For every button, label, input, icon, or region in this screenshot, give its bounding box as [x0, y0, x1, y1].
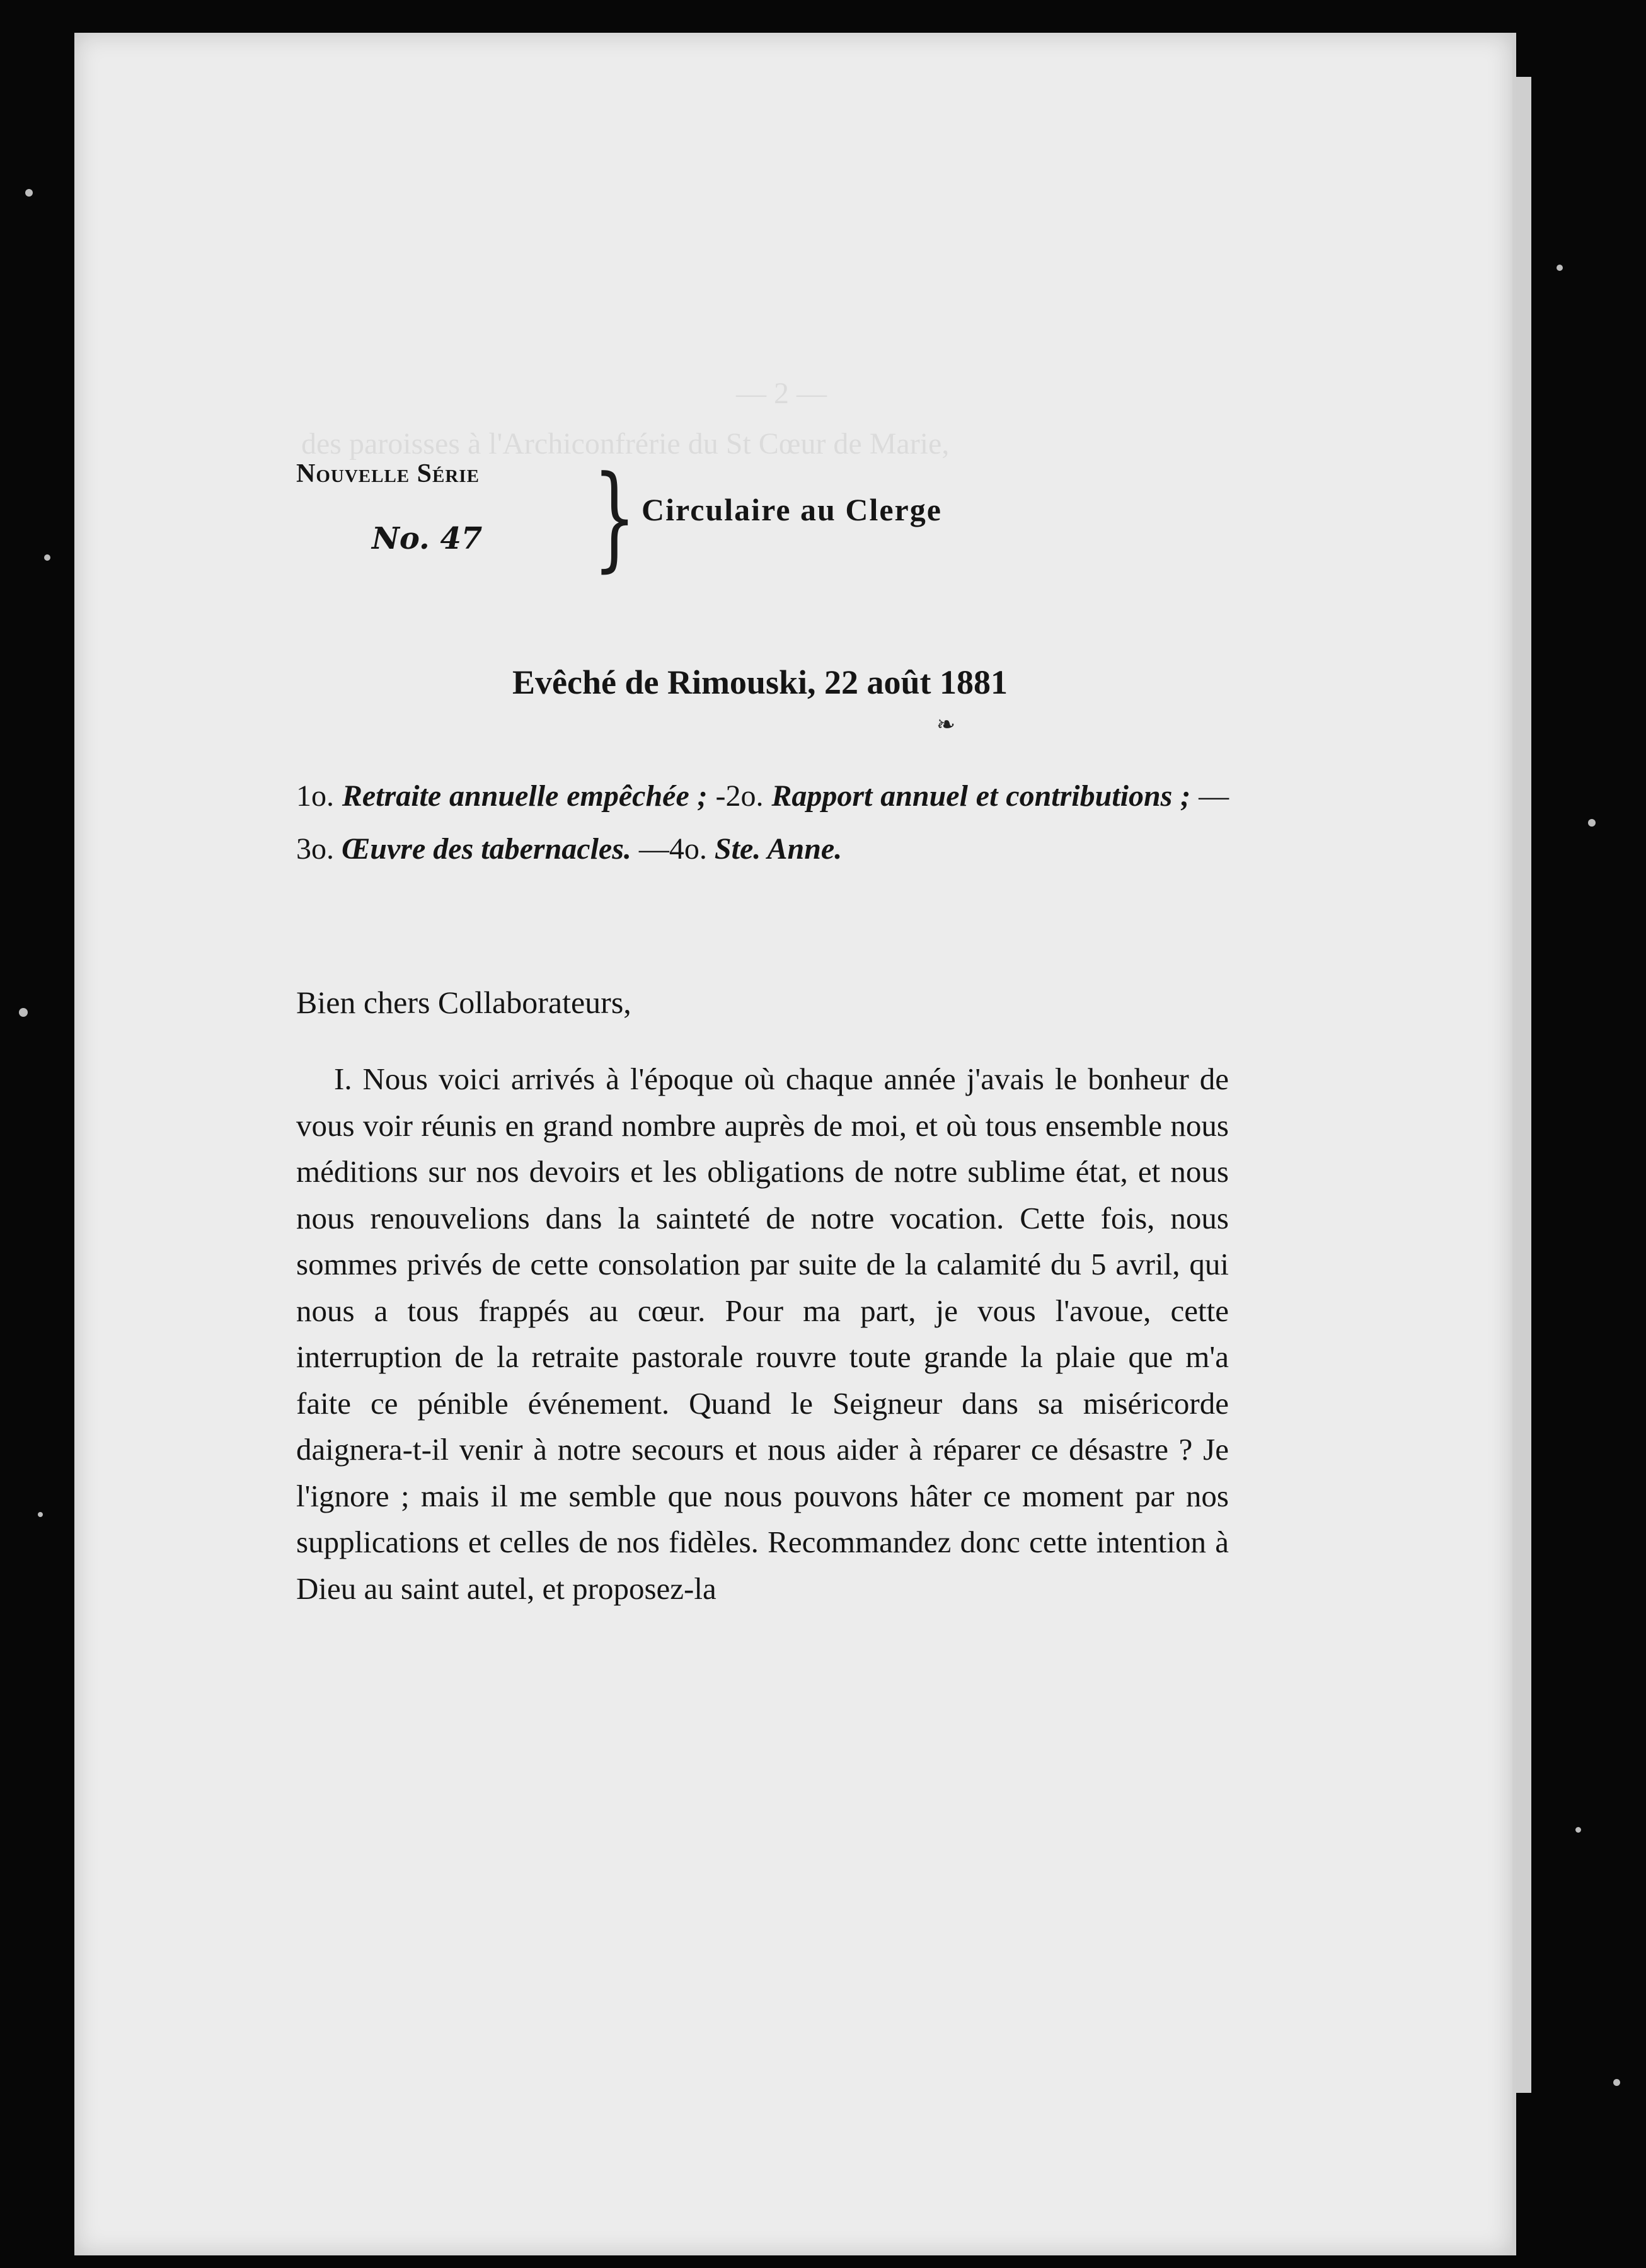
summary-list — [296, 770, 1229, 876]
summary-item-text: Rapport annuel et contributions ; — [771, 779, 1191, 813]
summary-item-number: 1o. — [296, 779, 334, 813]
page-content — [74, 33, 1512, 2255]
summary-item-number: —4o. — [638, 832, 707, 866]
summary-item-number: -2o. — [715, 779, 764, 813]
dateline: Evêché de Rimouski, 22 août 1881 — [512, 663, 1008, 701]
circular-title: Circulaire au Clerge — [642, 492, 942, 527]
film-speck — [25, 189, 33, 197]
bleed-through-text: — 2 — — [736, 377, 827, 410]
film-speck — [19, 1008, 28, 1017]
salutation: Bien chers Collaborateurs, — [296, 985, 631, 1020]
film-speck — [1588, 819, 1596, 827]
summary-item-number: —3o. — [296, 779, 1229, 866]
film-speck — [1557, 265, 1563, 271]
series-label: Nouvelle Série — [296, 459, 480, 488]
brace-glyph: } — [592, 452, 636, 583]
bleed-through-text: des paroisses à l'Archiconfrérie du St Cœur de Marie, — [301, 427, 950, 461]
body-paragraph: I. Nous voici arrivés à l'époque où chaque année j'avais le bonheur de vous voir réunis en grand nombre auprès de moi, et où tous ensemble nous méditions sur nos devoirs et les obligations de notre sublime état, et nous nous renouvelions dans la sainteté de notre vocation. Cette fois, nous sommes privés de cette consolation par suite de la calamité du 5 avril, qui nous a tous frappés au cœur. Pour ma part, je vous l'avoue, cette interruption de la retraite pastorale rouvre toute grande la plaie que m'a faite ce pénible événement. Quand le Seigneur dans sa miséricorde daignera-t-il venir à notre secours et nous aider à réparer ce désastre ? Je l'ignore ; mais il me semble que nous pouvons hâter ce moment par nos supplications et celles de nos fidèles. Recommandez donc cette intention à Dieu au saint autel, et proposez-la — [296, 1062, 1229, 1606]
document-page — [74, 33, 1516, 2255]
circular-number: No. 47 — [372, 521, 483, 556]
film-speck — [44, 554, 50, 561]
film-speck — [38, 1512, 43, 1517]
summary-item-text: Retraite annuelle empêchée ; — [342, 779, 708, 813]
film-speck — [1613, 2079, 1620, 2086]
summary-item-text: Ste. Anne. — [714, 832, 843, 866]
ornament-icon: ❧ — [936, 712, 956, 738]
film-speck — [1575, 1827, 1581, 1833]
summary-item-text: Œuvre des tabernacles. — [342, 832, 631, 866]
